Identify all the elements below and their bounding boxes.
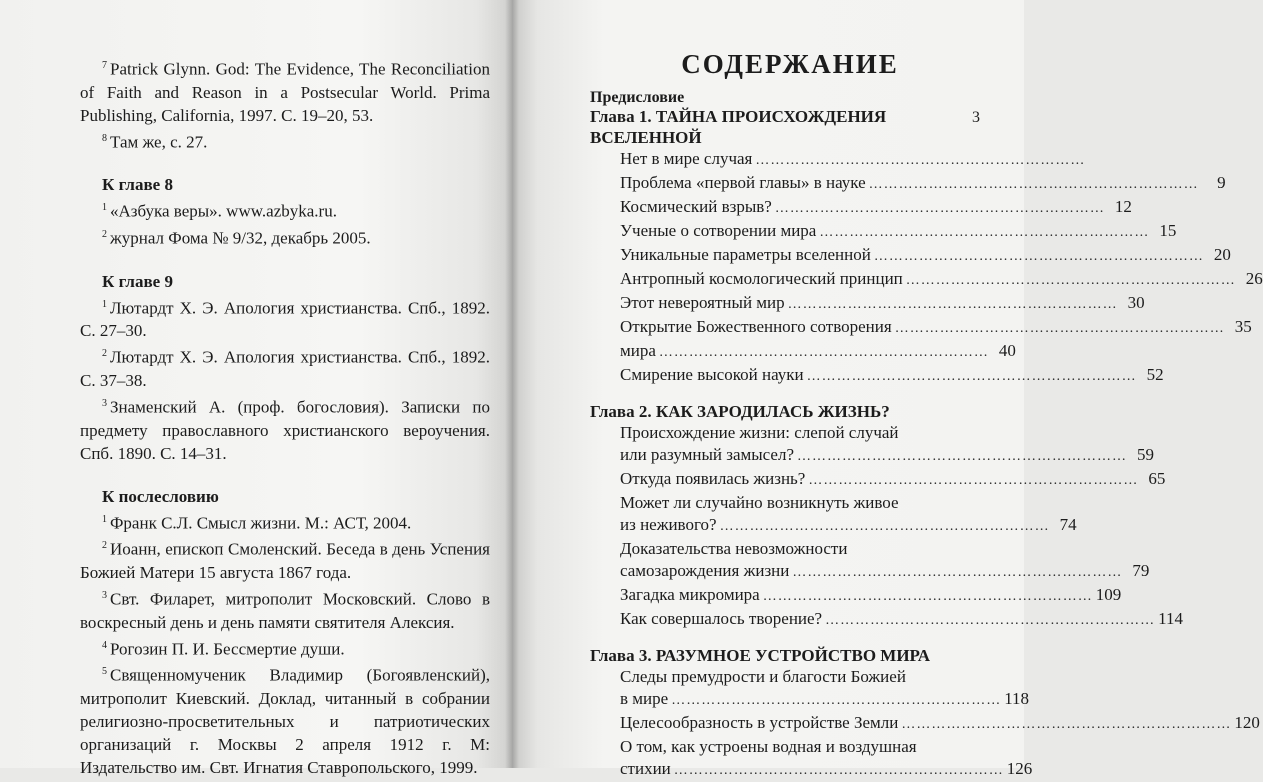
toc-entry [580, 292, 1145, 316]
footnote-number: 3 [102, 397, 107, 409]
footnote-text: Patrick Glynn. God: The Evidence, The Reconciliation of Faith and Reason in a Postsecular World. Prima Publishing, California, 1997. С. 19–20, 53. [80, 59, 490, 125]
entry-title: Антропный космологический принцип [620, 269, 903, 288]
leader-dots: ………………………………………………………… [658, 345, 989, 360]
leader-dots: ………………………………………………………… [673, 763, 1004, 778]
chapter-heading: Глава 3. РАЗУМНОЕ УСТРОЙСТВО МИРА [590, 646, 931, 665]
footnote-number: 4 [102, 639, 107, 651]
footnote-text: Лютардт Х. Э. Апология христианства. Спб., 1892. С. 37–38. [80, 347, 490, 390]
toc-entry [580, 148, 1086, 172]
leader-dots: ………………………………………………………… [762, 589, 1093, 604]
footnote-number: 2 [102, 228, 107, 240]
toc-title: СОДЕРЖАНИЕ [681, 49, 899, 79]
footnote [80, 54, 490, 127]
footnote-text: журнал Фома № 9/32, декабрь 2005. [110, 228, 371, 248]
leader-dots: ………………………………………………………… [894, 321, 1225, 336]
entry-title: Космический взрыв? [620, 197, 772, 216]
toc-entry [580, 666, 1030, 712]
right-page [512, 0, 1263, 778]
entry-title: Ученые о сотворении мира [620, 221, 817, 240]
leader-dots: ………………………………………………………… [806, 369, 1137, 384]
leader-dots: ………………………………………………………… [671, 693, 1002, 708]
footnote-text: Священномученик Владимир (Богоявленский), митрополит Киевский. Доклад, читанный в собрании религиозно-просветительных и патриотических организаций г. Москвы 2 апреля 1912 г. М: Издательство им. Свт. Игнатия Ставропольского, 1999. [80, 665, 490, 777]
section-heading-afterword: К послесловию [102, 486, 219, 506]
footnote-number: 8 [102, 132, 107, 144]
entry-title: Нет в мире случая [620, 149, 753, 168]
footnote [80, 584, 490, 634]
toc-entry [580, 220, 1177, 244]
entry-title: самозарождения жизни [620, 561, 790, 580]
footnote-number: 2 [102, 348, 107, 360]
footnote-text: Франк С.Л. Смысл жизни. М.: АСТ, 2004. [110, 513, 412, 533]
entry-title: Уникальные параметры вселенной [620, 245, 871, 264]
footnote-number: 1 [102, 202, 107, 214]
toc-entry [580, 422, 1155, 468]
footnote-number: 3 [102, 589, 107, 601]
page-number: 65 [1148, 469, 1166, 488]
toc-entry [580, 538, 1150, 584]
entry-title: Открытие Божественного сотворения [620, 317, 892, 336]
entry-title: стихии [620, 759, 671, 778]
entry-title: Этот невероятный мир [620, 293, 785, 312]
toc-entry [580, 364, 1164, 388]
leader-dots: ………………………………………………………… [819, 225, 1150, 240]
leader-dots: ………………………………………………………… [719, 519, 1050, 534]
entry-title-line: О том, как устроены водная и воздушная [620, 737, 917, 756]
toc-entry [580, 316, 1252, 340]
toc-entry [580, 736, 1033, 782]
leader-dots: ………………………………………………………… [792, 565, 1123, 580]
book-gutter-shadow [505, 0, 519, 768]
page-number: 74 [1059, 515, 1077, 534]
footnote [80, 223, 490, 250]
toc-chapter-1-heading [580, 107, 980, 128]
page-number: 35 [1234, 317, 1252, 336]
toc-preface-label: Предисловие [590, 89, 685, 106]
toc-entry [580, 268, 1263, 292]
chapter-heading: Глава 2. КАК ЗАРОДИЛАСЬ ЖИЗНЬ? [590, 402, 890, 421]
footnote [80, 634, 490, 661]
section-heading-chapter-8: К главе 8 [102, 175, 173, 195]
left-page [0, 0, 512, 777]
page-number: 30 [1127, 293, 1145, 312]
page-number: 126 [1006, 759, 1033, 778]
entry-title: Целесообразность в устройстве Земли [620, 713, 899, 732]
entry-title: Проблема «первой главы» в науке [620, 173, 866, 192]
footnote-number: 2 [102, 540, 107, 552]
entry-title-line: Происхождение жизни: слепой случай [620, 423, 899, 442]
page-number: 59 [1137, 445, 1155, 464]
entry-title: в мире [620, 689, 669, 708]
leader-dots: ………………………………………………………… [905, 273, 1236, 288]
footnote-text: Рогозин П. И. Бессмертие души. [110, 639, 345, 659]
page-number: 118 [1004, 689, 1030, 708]
toc-chapter-1-heading-cont [580, 128, 980, 148]
footnote-number: 1 [102, 513, 107, 525]
leader-dots: ………………………………………………………… [774, 201, 1105, 216]
endnotes [80, 54, 490, 779]
page-number: 40 [998, 341, 1016, 360]
footnote-text: Свт. Филарет, митрополит Московский. Слово в воскресный день и день памяти святителя Алексия. [80, 589, 490, 632]
page-number: 9 [1217, 173, 1226, 192]
page-number: 3 [972, 109, 980, 126]
footnote [80, 127, 490, 154]
toc-entry [580, 340, 1016, 364]
page-number: 12 [1114, 197, 1132, 216]
leader-dots: ………………………………………………………… [797, 449, 1128, 464]
footnote-number: 5 [102, 666, 107, 678]
page-number: 120 [1234, 713, 1260, 732]
chapter-heading: Глава 1. ТАЙНА ПРОИСХОЖДЕНИЯ [590, 107, 887, 126]
toc-entry [580, 608, 1183, 632]
entry-title-line: Может ли случайно возникнуть живое [620, 493, 899, 512]
leader-dots: ………………………………………………………… [808, 473, 1139, 488]
leader-dots: ………………………………………………………… [868, 177, 1199, 192]
toc-entry [580, 712, 1260, 736]
toc-entry [580, 244, 1231, 268]
entry-title: Как совершалось творение? [620, 609, 823, 628]
footnote [80, 293, 490, 343]
entry-title-line: Следы премудрости и благости Божией [620, 667, 906, 686]
page-number: 15 [1159, 221, 1177, 240]
entry-title: из неживого? [620, 515, 717, 534]
entry-title: Загадка микромира [620, 585, 760, 604]
page-number: 52 [1146, 365, 1164, 384]
footnote-text: Там же, с. 27. [110, 132, 208, 152]
footnote [80, 660, 490, 779]
toc-entry [580, 468, 1166, 492]
leader-dots: ………………………………………………………… [873, 249, 1204, 264]
toc-chapter-3-heading [580, 646, 980, 666]
footnote-text: Иоанн, епископ Смоленский. Беседа в день Успения Божией Матери 15 августа 1867 года. [80, 539, 490, 582]
toc-entry [580, 584, 1122, 608]
leader-dots: ………………………………………………………… [901, 717, 1232, 732]
page-number: 114 [1158, 609, 1183, 628]
page-number: 20 [1213, 245, 1231, 264]
table-of-contents [580, 40, 1263, 782]
section-heading-chapter-9: К главе 9 [102, 271, 173, 291]
footnote-text: Знаменский А. (проф. богословия). Записки по предмету православного христианского вероучения. Спб. 1890. С. 14–31. [80, 397, 490, 463]
entry-title: или разумный замысел? [620, 445, 795, 464]
footnote-text: Лютардт Х. Э. Апология христианства. Спб., 1892. С. 27–30. [80, 298, 490, 341]
footnote-number: 1 [102, 298, 107, 310]
toc-entry [580, 492, 1077, 538]
toc-entry [580, 196, 1132, 220]
toc-chapter-2-heading [580, 402, 980, 422]
leader-dots: ………………………………………………………… [787, 297, 1118, 312]
entry-title: мира [620, 341, 656, 360]
page-number: 26 [1245, 269, 1263, 288]
footnote [80, 196, 490, 223]
leader-dots: ………………………………………………………… [825, 613, 1156, 628]
entry-title-line: Доказательства невозможности [620, 539, 848, 558]
footnote-text: «Азбука веры». www.azbyka.ru. [110, 201, 337, 221]
footnote [80, 534, 490, 584]
leader-dots: ………………………………………………………… [755, 153, 1086, 168]
entry-title: Смирение высокой науки [620, 365, 804, 384]
toc-entry [580, 172, 1226, 196]
chapter-heading: ВСЕЛЕННОЙ [590, 128, 702, 147]
footnote-number: 7 [102, 60, 107, 71]
footnote [80, 342, 490, 392]
entry-title: Откуда появилась жизнь? [620, 469, 806, 488]
page-number: 109 [1095, 585, 1122, 604]
page-number: 79 [1132, 561, 1150, 580]
footnote [80, 392, 490, 465]
footnote [80, 508, 490, 535]
